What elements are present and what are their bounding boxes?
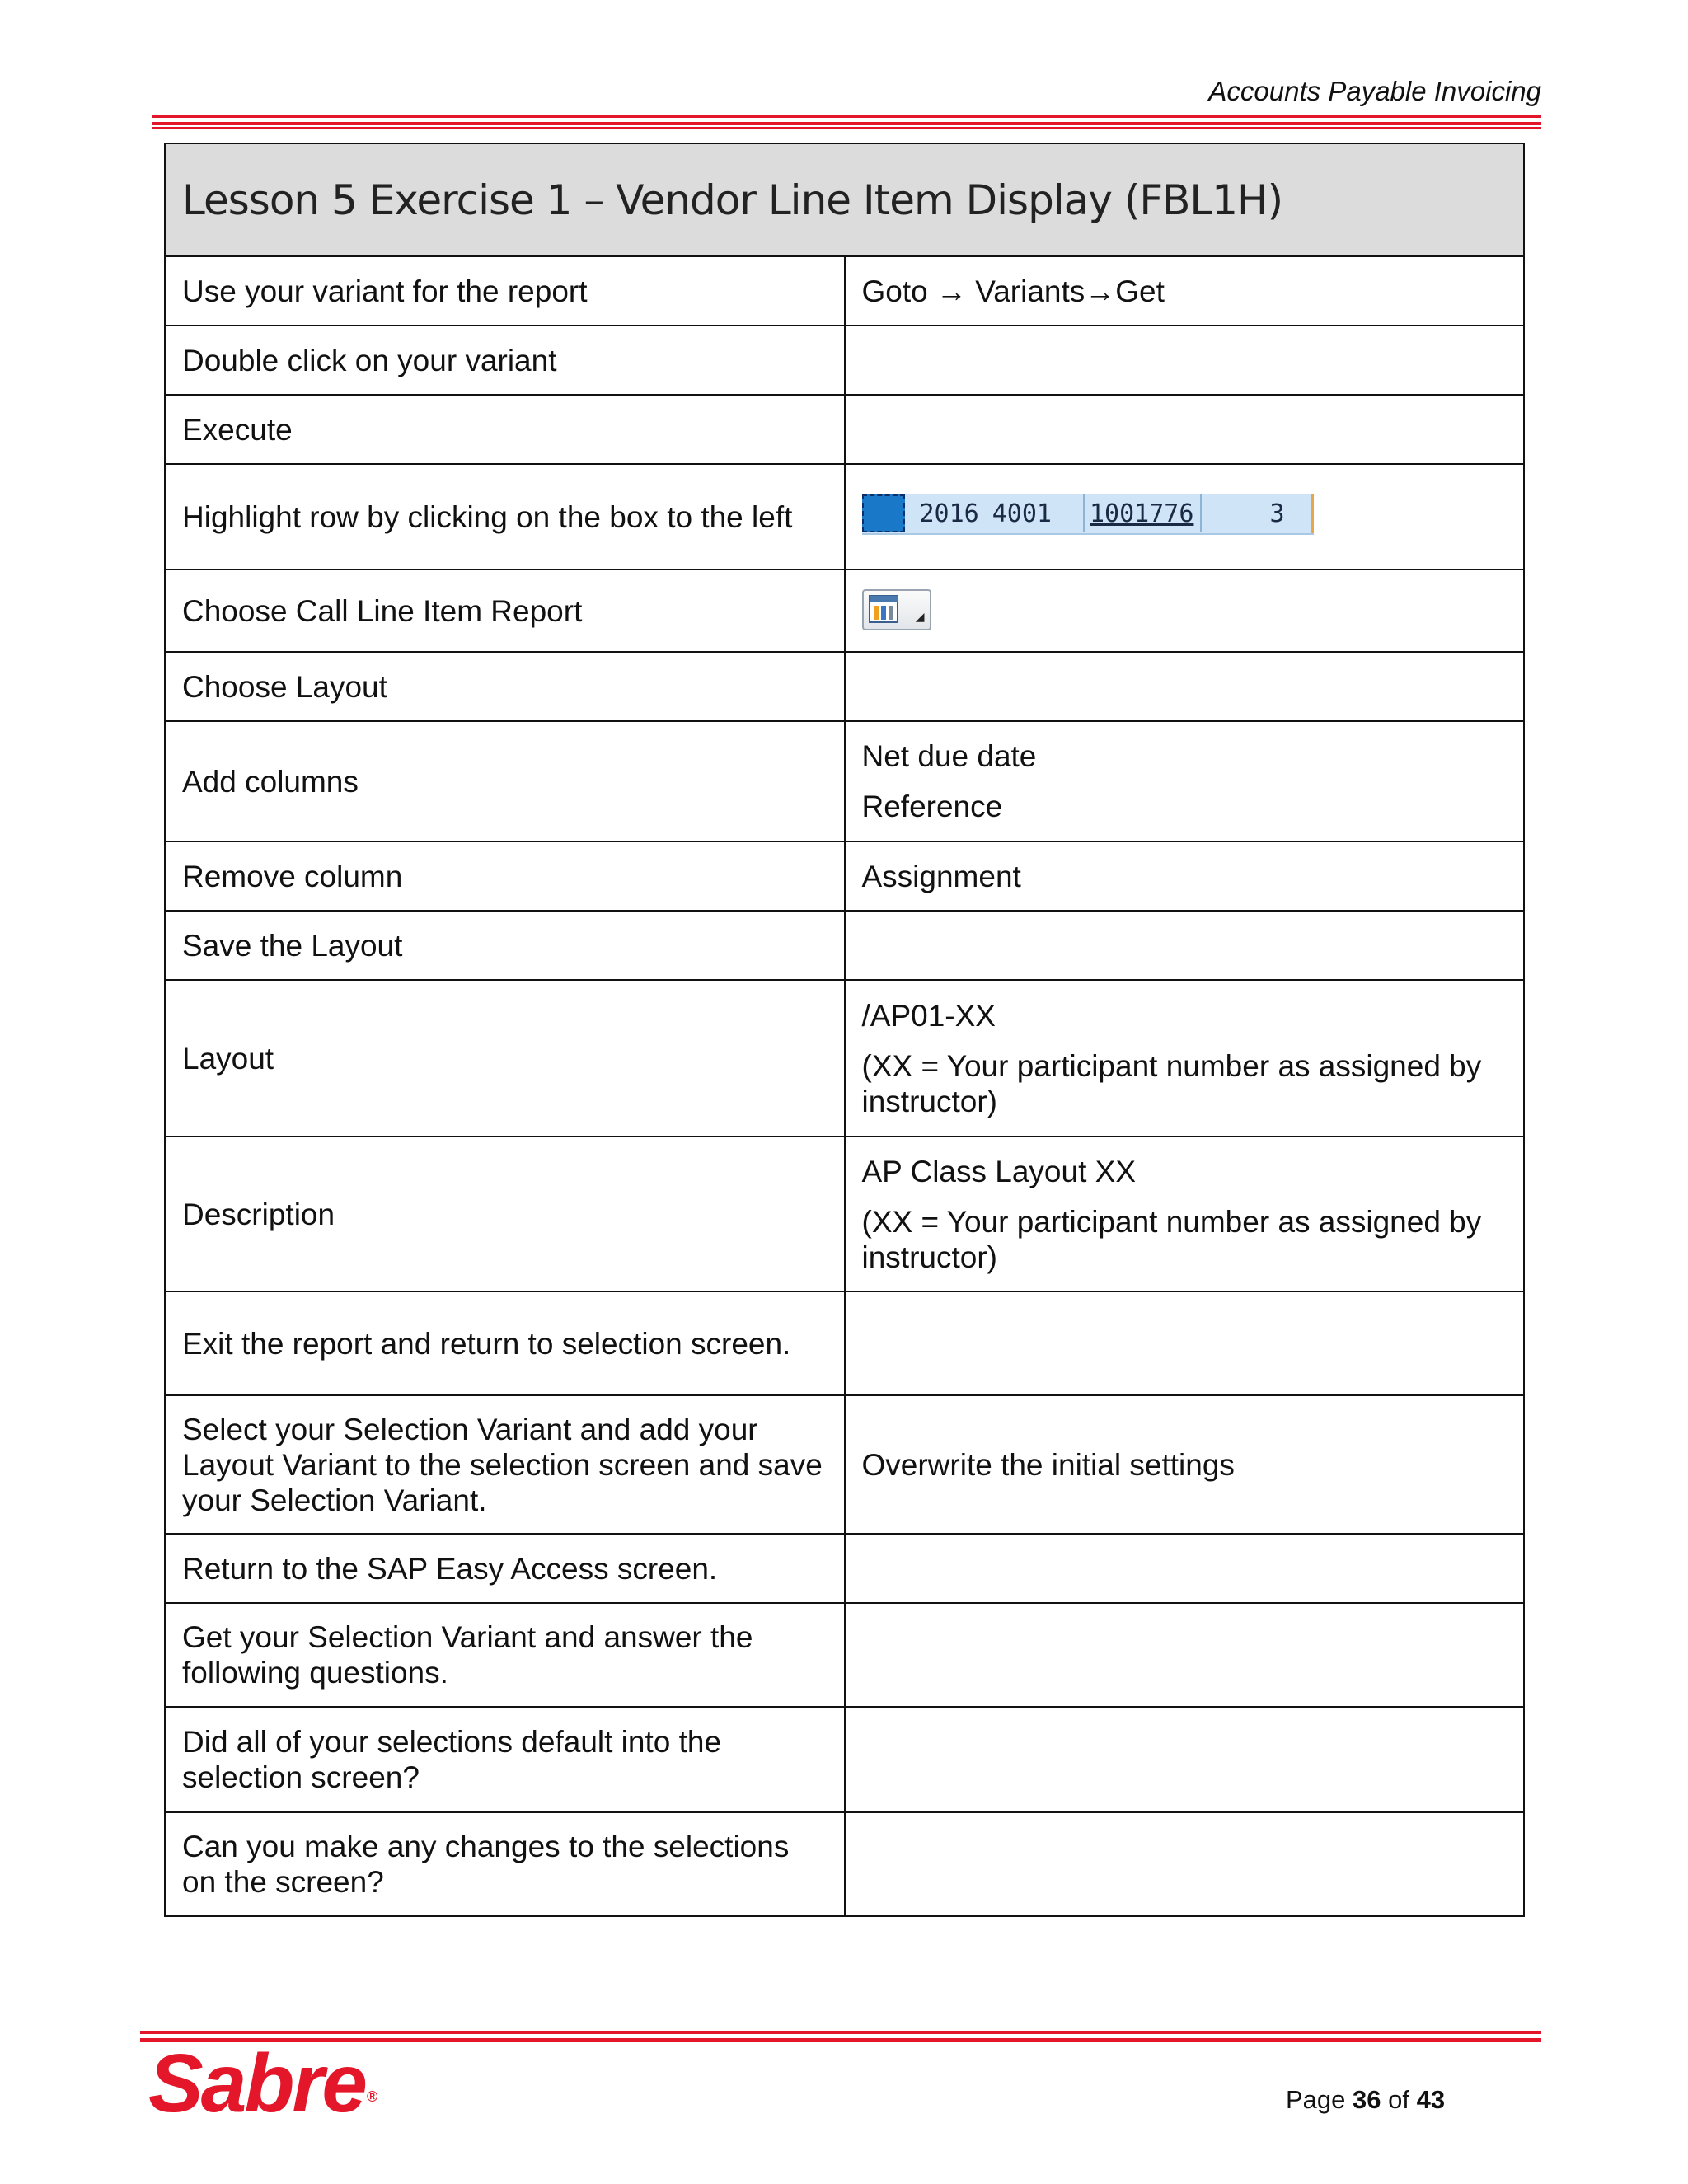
table-row: [165, 1534, 1524, 1603]
step-text: Highlight row by clicking on the box to the left: [165, 464, 845, 569]
detail-line: AP Class Layout XX: [861, 1154, 1136, 1188]
step-detail: [845, 1812, 1525, 1916]
step-text: Use your variant for the report: [165, 256, 845, 326]
step-text: Description: [165, 1137, 845, 1291]
column-separator: [1083, 494, 1085, 532]
table-row: [165, 326, 1524, 395]
page-label: Page: [1286, 2085, 1346, 2114]
detail-line: Assignment: [861, 859, 1021, 893]
step-detail: [845, 721, 1525, 841]
sap-highlighted-row: [862, 494, 1314, 535]
step-detail: [845, 1534, 1525, 1603]
table-row: [165, 569, 1524, 652]
step-detail: [845, 980, 1525, 1137]
step-text: Did all of your selections default into the selection screen?: [165, 1707, 845, 1812]
detail-line: Net due date: [861, 739, 1037, 773]
detail-line: Reference: [861, 790, 1003, 823]
exercise-title: Lesson 5 Exercise 1 – Vendor Line Item Display (FBL1H): [165, 143, 1524, 256]
step-text: Execute: [165, 395, 845, 464]
current-page: 36: [1353, 2085, 1381, 2114]
step-detail: [845, 326, 1525, 395]
step-detail: [845, 841, 1525, 911]
step-text: Exit the report and return to selection screen.: [165, 1291, 845, 1395]
step-text: Double click on your variant: [165, 326, 845, 395]
table-row: [165, 1707, 1524, 1812]
step-detail: [845, 1137, 1525, 1291]
table-row: [165, 1137, 1524, 1291]
table-row: [165, 911, 1524, 980]
row-select-box[interactable]: [862, 494, 905, 532]
table-row: [165, 980, 1524, 1137]
table-row: [165, 395, 1524, 464]
step-text: Add columns: [165, 721, 845, 841]
page-number: [1286, 2085, 1445, 2115]
of-label: of: [1388, 2085, 1409, 2114]
table-row: [165, 652, 1524, 721]
document-header-title: Accounts Payable Invoicing: [1208, 76, 1541, 106]
sabre-logo: [148, 2036, 377, 2131]
step-detail: [845, 1395, 1525, 1534]
detail-line: Goto → Variants→Get: [861, 274, 1165, 308]
step-text: Return to the SAP Easy Access screen.: [165, 1534, 845, 1603]
table-row: [165, 256, 1524, 326]
dropdown-arrow-icon: ◢: [915, 610, 925, 623]
step-detail: [845, 911, 1525, 980]
step-text: Choose Layout: [165, 652, 845, 721]
table-row: [165, 464, 1524, 569]
step-detail: [845, 652, 1525, 721]
step-detail: [845, 464, 1525, 569]
document-number-link[interactable]: 1001776: [1090, 499, 1194, 528]
step-text: Layout: [165, 980, 845, 1137]
registered-mark: ®: [366, 2088, 378, 2105]
exercise-table: [164, 143, 1525, 1917]
step-text: Choose Call Line Item Report: [165, 569, 845, 652]
step-detail: [845, 1291, 1525, 1395]
table-row: [165, 841, 1524, 911]
logo-text: Sabre: [148, 2037, 365, 2130]
detail-line: /AP01-XX: [861, 998, 996, 1033]
step-text: Select your Selection Variant and add your Layout Variant to the selection screen and save your Selection Variant.: [165, 1395, 845, 1534]
table-row: [165, 1603, 1524, 1707]
total-pages: 43: [1416, 2085, 1446, 2114]
column-separator: [1200, 494, 1202, 532]
table-row: [165, 1395, 1524, 1534]
step-detail: [845, 395, 1525, 464]
detail-line: Overwrite the initial settings: [861, 1447, 1235, 1482]
step-text: Save the Layout: [165, 911, 845, 980]
step-text: Can you make any changes to the selections on the screen?: [165, 1812, 845, 1916]
step-text: Remove column: [165, 841, 845, 911]
step-detail: [845, 1707, 1525, 1812]
header-rule: [152, 115, 1541, 118]
footer-rule: [140, 2031, 1541, 2034]
table-row: [165, 721, 1524, 841]
exercise-title-row: [165, 143, 1524, 256]
step-detail: [845, 1603, 1525, 1707]
call-line-item-report-button[interactable]: [862, 589, 931, 630]
line-item-report-icon: [869, 595, 902, 625]
detail-line: (XX = Your participant number as assigned by instructor): [861, 1204, 1482, 1274]
fiscal-year-cell: 2016: [919, 499, 979, 528]
step-detail: [845, 256, 1525, 326]
step-text: Get your Selection Variant and answer the following questions.: [165, 1603, 845, 1707]
detail-line: (XX = Your participant number as assigned by instructor): [861, 1048, 1482, 1118]
line-item-cell: 3: [1269, 499, 1285, 528]
header-rule: [152, 122, 1541, 125]
step-detail: [845, 569, 1525, 652]
table-row: [165, 1812, 1524, 1916]
table-row: [165, 1291, 1524, 1395]
company-code-cell: 4001: [992, 499, 1052, 528]
header-rule: [152, 127, 1541, 129]
column-edge: [1311, 494, 1314, 533]
